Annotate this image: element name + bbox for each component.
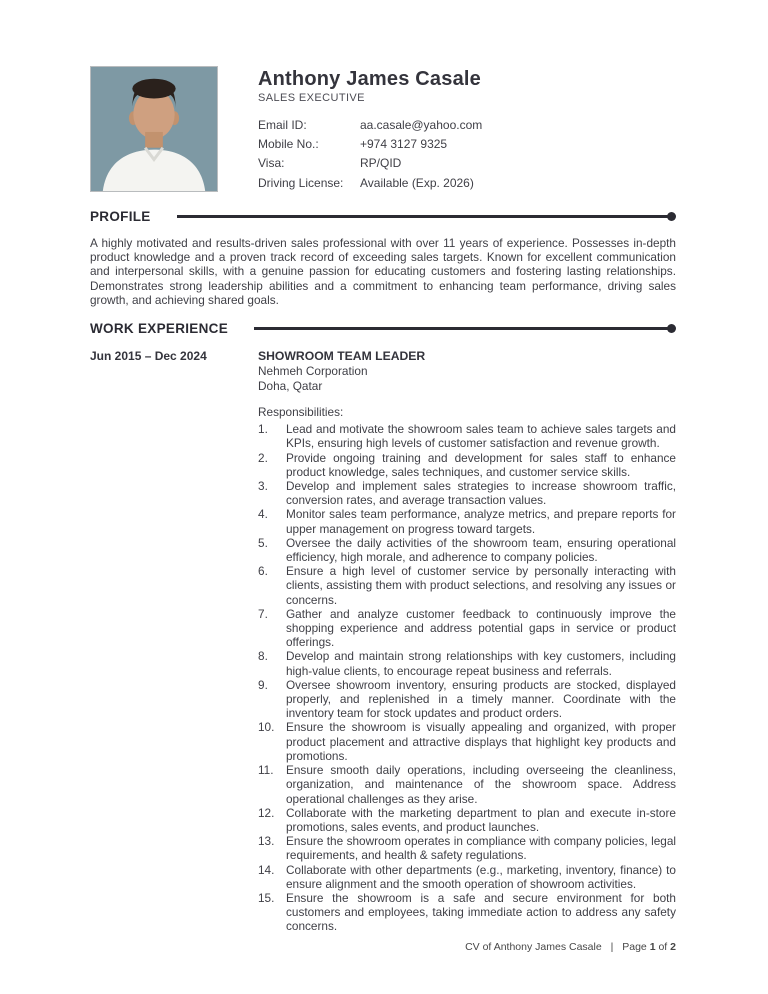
experience-heading-rule <box>254 324 676 333</box>
rule-end-dot <box>667 324 676 333</box>
job-date-range: Jun 2015 – Dec 2024 <box>90 349 207 364</box>
responsibility-item: Provide ongoing training and development for sales staff to enhance product knowledge, sales techniques, and customer service skills. <box>286 450 676 479</box>
profile-photo <box>90 66 218 192</box>
job-company: Nehmeh Corporation <box>258 364 368 379</box>
profile-summary: A highly motivated and results-driven sales professional with over 11 years of experience. Possesses in-depth product knowledge and a proven track record of exceeding sales targets. Known for excellent communication and interpersonal skills, with a genuine passion for educating customers and fostering lasting relationships. Demonstrates strong leadership abilities and a commitment to enhancing team performance, driving sales growth, and achieving shared goals. <box>90 236 676 307</box>
job-entry <box>90 349 676 934</box>
license-label: Driving License: <box>258 176 344 190</box>
profile-section-heading <box>90 209 676 224</box>
job-role: SHOWROOM TEAM LEADER <box>258 349 426 364</box>
email-value: aa.casale@yahoo.com <box>360 118 483 132</box>
candidate-title: SALES EXECUTIVE <box>258 92 365 104</box>
footer-total-pages: 2 <box>670 941 676 953</box>
cv-content <box>90 66 676 934</box>
job-details <box>258 349 676 934</box>
responsibility-item: Collaborate with other departments (e.g., marketing, inventory, finance) to ensure alignment and the smooth operation of showroom activities. <box>286 862 676 891</box>
responsibilities-list <box>258 422 676 933</box>
responsibility-item: Ensure the showroom is visually appealing and organized, with proper product placement and attractive displays that highlight key products and promotions. <box>286 720 676 763</box>
footer-page-number: 1 <box>649 941 656 953</box>
responsibility-item: Develop and implement sales strategies to increase showroom traffic, conversion rates, and average transaction values. <box>286 479 676 508</box>
contact-block <box>258 118 482 190</box>
profile-heading-rule <box>177 212 676 221</box>
responsibility-item: Ensure smooth daily operations, including overseeing the cleanliness, organization, and maintenance of the showroom space. Address operational challenges as they arise. <box>286 763 676 806</box>
rule-end-dot <box>667 212 676 221</box>
contact-row-visa <box>258 156 482 170</box>
responsibilities-label: Responsibilities: <box>258 405 344 420</box>
responsibility-item: Gather and analyze customer feedback to continuously improve the shopping experience and address potential gaps in service or product offerings. <box>286 606 676 650</box>
contact-row-email <box>258 118 482 132</box>
footer-page-word: Page <box>622 941 647 953</box>
responsibility-item: Oversee the daily activities of the showroom team, ensuring operational efficiency, high morale, and adherence to company policies. <box>286 535 676 565</box>
responsibility-item: Ensure the showroom operates in compliance with company policies, legal requirements, and health & safety regulations. <box>286 834 676 863</box>
cv-header <box>90 66 676 195</box>
license-value: Available (Exp. 2026) <box>360 176 474 190</box>
responsibility-item: Monitor sales team performance, analyze metrics, and prepare reports for upper management on progress toward targets. <box>286 507 676 536</box>
profile-heading-label: PROFILE <box>90 209 151 224</box>
visa-value: RP/QID <box>360 156 402 170</box>
mobile-label: Mobile No.: <box>258 137 319 151</box>
visa-label: Visa: <box>258 156 285 170</box>
responsibility-item: Lead and motivate the showroom sales team to achieve sales targets and KPIs, ensuring high levels of customer satisfaction and revenue growth. <box>286 422 676 451</box>
header-info <box>258 66 482 195</box>
candidate-name: Anthony James Casale <box>258 68 481 90</box>
responsibility-item: Oversee showroom inventory, ensuring products are stocked, displayed properly, and replenished in a timely manner. Coordinate with the inventory team for stock updates and product orders. <box>286 677 676 721</box>
mobile-value: +974 3127 9325 <box>360 137 448 151</box>
footer-cv-label: CV of Anthony James Casale <box>465 941 602 953</box>
experience-heading-label: WORK EXPERIENCE <box>90 321 229 337</box>
contact-row-mobile <box>258 137 482 151</box>
responsibility-item: Ensure the showroom is a safe and secure environment for both customers and employees, taking immediate action to address any safety concerns. <box>286 890 676 934</box>
footer-of-word: of <box>658 941 668 953</box>
responsibility-item: Develop and maintain strong relationships with key customers, including high-value clients, to encourage repeat business and referrals. <box>286 649 676 678</box>
responsibility-item: Collaborate with the marketing department to plan and execute in-store promotions, sales events, and product launches. <box>286 805 676 834</box>
footer-separator: | <box>610 941 614 953</box>
profile-photo-graphic <box>91 67 217 191</box>
email-label: Email ID: <box>258 118 307 132</box>
responsibility-item: Ensure a high level of customer service by personally interacting with clients, assisting them with product selections, and resolving any issues or concerns. <box>286 564 676 607</box>
job-location: Doha, Qatar <box>258 378 323 393</box>
experience-section-heading <box>90 321 676 336</box>
page-footer <box>465 941 676 953</box>
contact-row-license <box>258 176 482 190</box>
